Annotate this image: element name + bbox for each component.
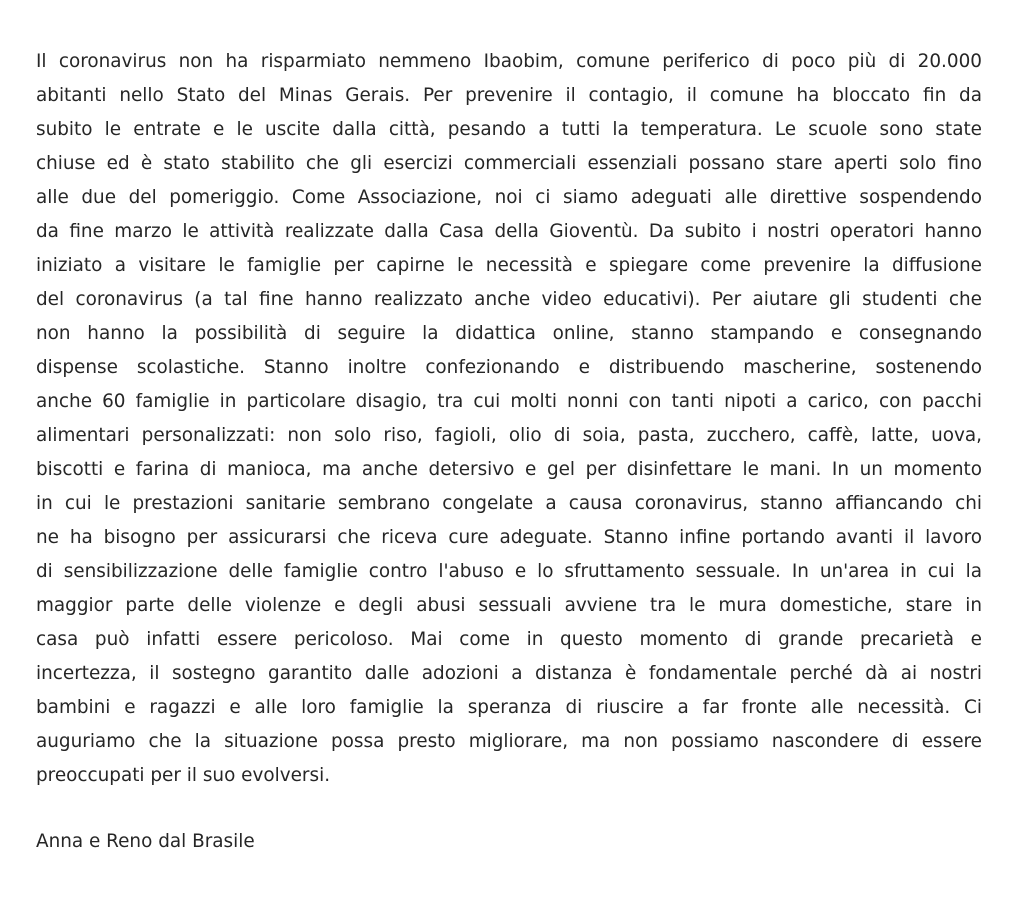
paragraph-line: casa può infatti essere pericoloso. Mai come in questo momento di grande precarietà e bbox=[36, 629, 982, 650]
paragraph-line: alimentari personalizzati: non solo riso, fagioli, olio di soia, pasta, zucchero, caffè, latte, uova, bbox=[36, 425, 982, 446]
paragraph-line: maggior parte delle violenze e degli abusi sessuali avviene tra le mura domestiche, stare in bbox=[36, 595, 982, 616]
paragraph-line: chiuse ed è stato stabilito che gli esercizi commerciali essenziali possano stare aperti solo fino bbox=[36, 153, 982, 174]
paragraph-line: incertezza, il sostegno garantito dalle adozioni a distanza è fondamentale perché dà ai nostri bbox=[36, 663, 982, 684]
paragraph-line: auguriamo che la situazione possa presto migliorare, ma non possiamo nascondere di essere bbox=[36, 731, 982, 752]
paragraph-line: anche 60 famiglie in particolare disagio, tra cui molti nonni con tanti nipoti a carico, con pacchi bbox=[36, 391, 982, 412]
body-paragraph bbox=[36, 45, 982, 793]
paragraph-line: dispense scolastiche. Stanno inoltre confezionando e distribuendo mascherine, sostenendo bbox=[36, 357, 982, 378]
paragraph-line: Il coronavirus non ha risparmiato nemmeno Ibaobim, comune periferico di poco più di 20.000 bbox=[36, 51, 982, 72]
paragraph-line: iniziato a visitare le famiglie per capirne le necessità e spiegare come prevenire la diffusione bbox=[36, 255, 982, 276]
paragraph-line: ne ha bisogno per assicurarsi che riceva cure adeguate. Stanno infine portando avanti il lavoro bbox=[36, 527, 982, 548]
paragraph-line: bambini e ragazzi e alle loro famiglie la speranza di riuscire a far fronte alle necessità. Ci bbox=[36, 697, 982, 718]
paragraph-line: alle due del pomeriggio. Come Associazione, noi ci siamo adeguati alle direttive sospendendo bbox=[36, 187, 982, 208]
paragraph-line: in cui le prestazioni sanitarie sembrano congelate a causa coronavirus, stanno affiancando chi bbox=[36, 493, 982, 514]
paragraph-line: del coronavirus (a tal fine hanno realizzato anche video educativi). Per aiutare gli studenti che bbox=[36, 289, 982, 310]
signature: Anna e Reno dal Brasile bbox=[36, 831, 255, 852]
paragraph-line: non hanno la possibilità di seguire la didattica online, stanno stampando e consegnando bbox=[36, 323, 982, 344]
paragraph-line: subito le entrate e le uscite dalla città, pesando a tutti la temperatura. Le scuole sono state bbox=[36, 119, 982, 140]
paragraph-line: biscotti e farina di manioca, ma anche detersivo e gel per disinfettare le mani. In un momento bbox=[36, 459, 982, 480]
paragraph-line: abitanti nello Stato del Minas Gerais. Per prevenire il contagio, il comune ha bloccato fin da bbox=[36, 85, 982, 106]
paragraph-line-last: preoccupati per il suo evolversi. bbox=[36, 765, 331, 786]
paragraph-line: da fine marzo le attività realizzate dalla Casa della Gioventù. Da subito i nostri operatori hanno bbox=[36, 221, 982, 242]
paragraph-line: di sensibilizzazione delle famiglie contro l'abuso e lo sfruttamento sessuale. In un'area in cui la bbox=[36, 561, 982, 582]
